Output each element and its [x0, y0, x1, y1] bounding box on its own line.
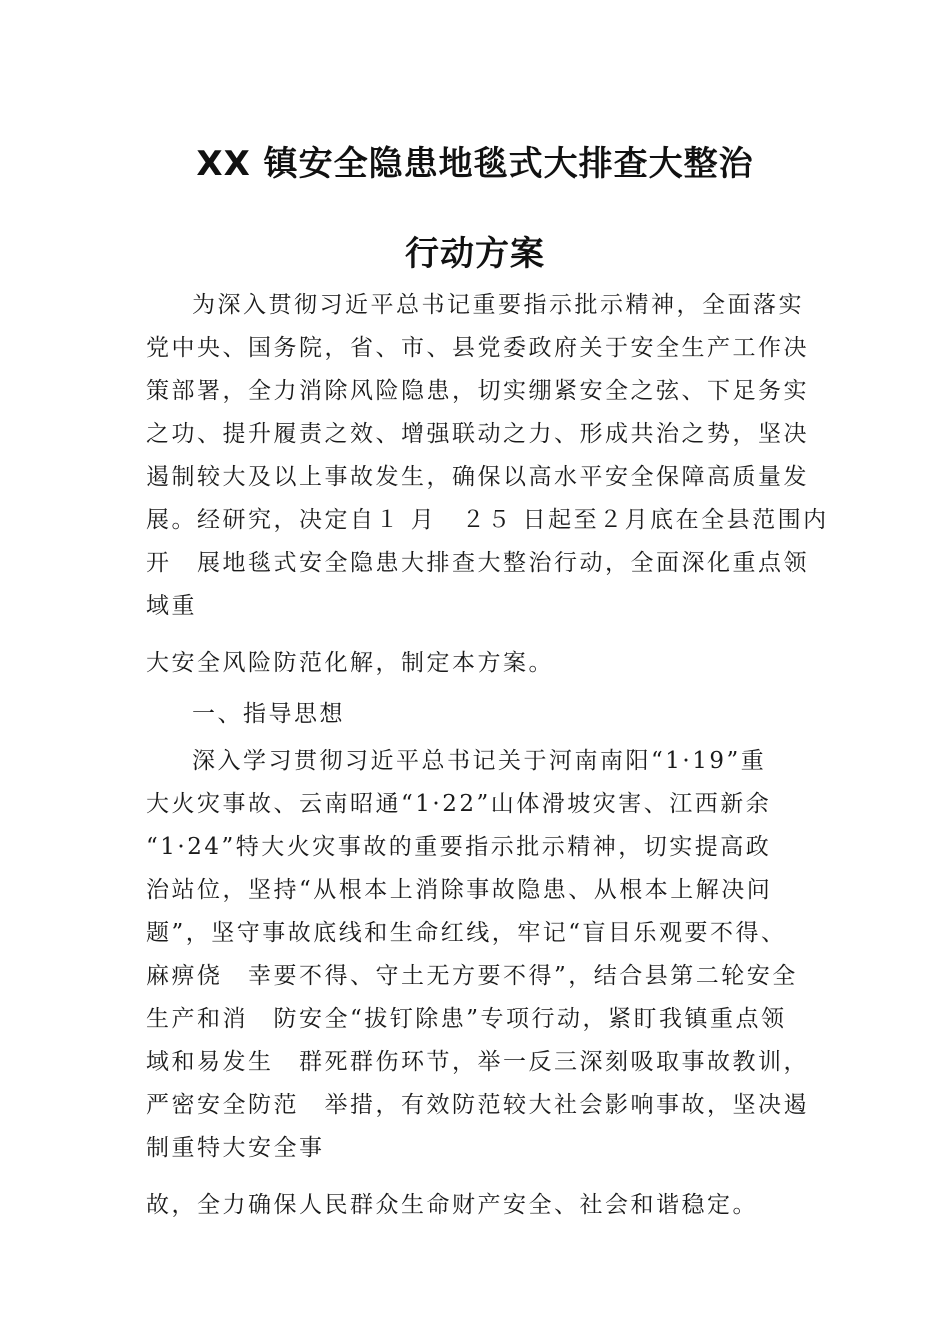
paragraph-line: 大火灾事故、云南昭通“1·22”山体滑坡灾害、江西新余 — [146, 791, 772, 817]
paragraph-line: 展。经研究，决定自１ 月 ２５ 日起至２月底在全县范围内 — [146, 507, 829, 533]
document-title-line-1: XX 镇安全隐患地毯式大排查大整治 — [196, 144, 754, 184]
paragraph-line: 深入学习贯彻习近平总书记关于河南南阳“1·19”重 — [192, 748, 767, 774]
paragraph-line: 党中央、国务院，省、市、县党委政府关于安全生产工作决 — [146, 335, 809, 361]
paragraph-line: 策部署，全力消除风险隐患，切实绷紧安全之弦、下足务实 — [146, 378, 809, 404]
paragraph-line: 遏制较大及以上事故发生，确保以高水平安全保障高质量发 — [146, 464, 809, 490]
paragraph-line: “1·24”特大火灾事故的重要指示批示精神，切实提高政 — [146, 834, 772, 860]
paragraph-line: 麻痹侥 幸要不得、守土无方要不得”，结合县第二轮安全 — [146, 963, 798, 989]
paragraph-line: 制重特大安全事 — [146, 1135, 325, 1161]
paragraph-line: 开 展地毯式安全隐患大排查大整治行动，全面深化重点领 — [146, 550, 809, 576]
paragraph-line: 严密安全防范 举措，有效防范较大社会影响事故，坚决遏 — [146, 1092, 809, 1118]
paragraph-line: 域和易发生 群死群伤环节，举一反三深刻吸取事故教训， — [146, 1049, 809, 1075]
paragraph-line: 之功、提升履责之效、增强联动之力、形成共治之势，坚决 — [146, 421, 809, 447]
paragraph-line: 故，全力确保人民群众生命财产安全、社会和谐稳定。 — [146, 1192, 758, 1218]
paragraph-line: 治站位，坚持“从根本上消除事故隐患、从根本上解决问 — [146, 877, 773, 903]
paragraph-line: 大安全风险防范化解，制定本方案。 — [146, 650, 554, 676]
section-heading-guiding-ideology: 一、指导思想 — [192, 701, 345, 727]
paragraph-line: 域重 — [146, 593, 197, 619]
document-title-line-2: 行动方案 — [405, 234, 545, 274]
paragraph-line: 题”，坚守事故底线和生命红线，牢记“盲目乐观要不得、 — [146, 920, 787, 946]
paragraph-line: 为深入贯彻习近平总书记重要指示批示精神，全面落实 — [192, 292, 804, 318]
paragraph-line: 生产和消 防安全“拔钉除患”专项行动，紧盯我镇重点领 — [146, 1006, 787, 1032]
